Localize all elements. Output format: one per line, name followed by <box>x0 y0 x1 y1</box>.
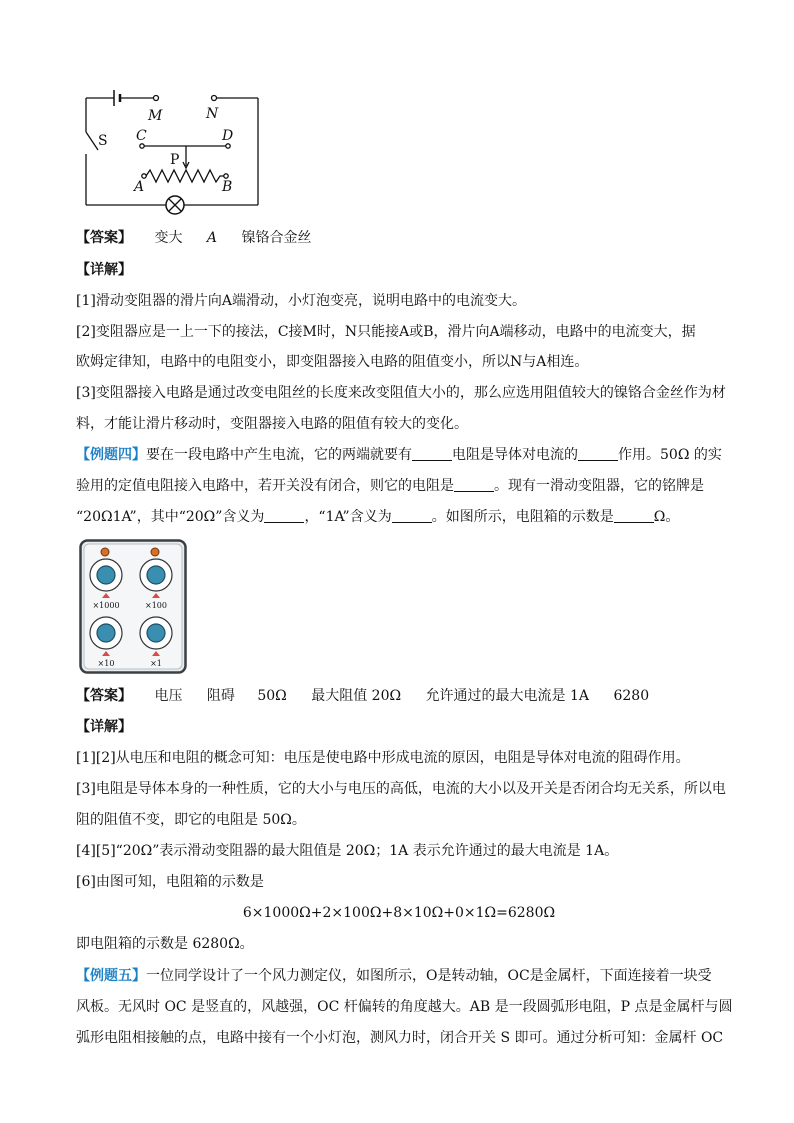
answer-2-item: 6280 <box>613 688 650 704</box>
answer-2-item: 50Ω <box>257 688 287 704</box>
label-N: N <box>206 106 219 122</box>
answer-1-item-1: 变大 <box>154 230 183 246</box>
example-5-line-1 <box>76 966 722 986</box>
example-5-text: 一位同学设计了一个风力测定仪，如图所示，O是转动轴，OC是金属杆，下面连接着一块受 <box>146 968 712 984</box>
label-C: C <box>136 128 147 144</box>
example-4-line-1 <box>76 445 722 465</box>
example-4-text: “20Ω1A”，其中“20Ω”含义为 <box>76 509 265 525</box>
answer-1-item-2: A <box>206 230 218 246</box>
answer-1-item-3: 镍铬合金丝 <box>241 230 312 246</box>
example-4-line-3 <box>76 507 722 527</box>
blank-6[interactable] <box>614 508 654 523</box>
example-5-line-2: 风板。无风时 OC 是竖直的，风越强，OC 杆偏转的角度越大。AB 是一段圆弧形电阻，P 点是金属杆与圆 <box>76 999 733 1015</box>
detail-1-p2b: 欧姆定律知，电路中的电阻变小，即变阻器接入电路的阻值变小，所以N与A相连。 <box>76 354 589 370</box>
detail-2-formula: 6×1000Ω+2×100Ω+8×10Ω+0×1Ω=6280Ω <box>242 905 556 921</box>
detail-1-title: 【详解】 <box>76 262 132 278</box>
blank-4[interactable] <box>264 508 304 523</box>
example-4-text: 。如图所示，电阻箱的示数是 <box>431 509 614 525</box>
detail-1-p2a: [2]变阻器应是一上一下的接法，C接M时，N只能接A或B，滑片向A端移动，电路中的电流变大，据 <box>76 324 696 340</box>
example-5-line-3: 弧形电阻相接触的点，电路中接有一个小灯泡，测风力时，闭合开关 S 即可。通过分析可知：金属杆 OC <box>76 1030 724 1046</box>
dial-multiplier-label: ×10 <box>97 659 115 668</box>
example-4-text: 验用的定值电阻接入电路中，若开关没有闭合，则它的电阻是 <box>76 478 454 494</box>
label-S: S <box>98 133 108 149</box>
detail-1-p3a: [3]变阻器接入电路是通过改变电阻丝的长度来改变阻值大小的，那么应选用阻值较大的镍铬合金丝作为材 <box>76 385 726 401</box>
detail-1-p3b: 料，才能让滑片移动时，变阻器接入电路的阻值有较大的变化。 <box>76 416 468 432</box>
example-4-text: 电阻是导体对电流的 <box>452 447 578 463</box>
detail-2-p2b: 阻的阻值不变，即它的电阻是 50Ω。 <box>76 812 306 828</box>
blank-3[interactable] <box>454 477 494 492</box>
detail-2-p4: [6]由图可知，电阻箱的示数是 <box>76 874 264 890</box>
example-4-text: 作用。50Ω 的实 <box>618 447 722 463</box>
detail-2-p3: [4][5]“20Ω”表示滑动变阻器的最大阻值是 20Ω；1A 表示允许通过的最大电流是 1A。 <box>76 843 619 859</box>
blank-1[interactable] <box>412 446 452 461</box>
dial-multiplier-label: ×1000 <box>92 601 120 610</box>
detail-2-p2a: [3]电阻是导体本身的一种性质，它的大小与电压的高低，电流的大小以及开关是否闭合均无关系，所以电 <box>76 781 726 797</box>
answer-1 <box>76 228 722 248</box>
detail-1-p1: [1]滑动变阻器的滑片向A端滑动，小灯泡变亮，说明电路中的电流变大。 <box>76 293 526 309</box>
answer-2-item: 阻碍 <box>206 688 235 704</box>
dial-multiplier-label: ×1 <box>150 659 162 668</box>
example-4-line-2 <box>76 476 722 496</box>
label-M: M <box>148 108 163 124</box>
answer-2-item: 电压 <box>154 688 183 704</box>
example-4-tag: 【例题四】 <box>76 447 146 463</box>
label-D: D <box>222 128 234 144</box>
example-4-text: 。现有一滑动变阻器，它的铭牌是 <box>494 478 704 494</box>
label-P: P <box>170 152 180 168</box>
example-4-text: Ω。 <box>653 509 680 525</box>
circuit-diagram <box>80 88 270 223</box>
example-5-tag: 【例题五】 <box>76 968 146 984</box>
resistance-box-image <box>79 539 187 674</box>
example-4-text: 要在一段电路中产生电流，它的两端就要有 <box>146 447 412 463</box>
dial-multiplier-label: ×100 <box>145 601 167 610</box>
answer-2 <box>76 686 722 706</box>
label-A: A <box>134 179 145 195</box>
detail-2-p5: 即电阻箱的示数是 6280Ω。 <box>76 936 254 952</box>
blank-2[interactable] <box>578 446 618 461</box>
blank-5[interactable] <box>392 508 432 523</box>
label-B: B <box>222 179 233 195</box>
answer-2-item: 允许通过的最大电流是 1A <box>425 688 590 704</box>
answer-2-item: 最大阻值 20Ω <box>311 688 402 704</box>
detail-2-p1: [1][2]从电压和电阻的概念可知：电压是使电路中形成电流的原因，电阻是导体对电流的阻碍作用。 <box>76 750 690 766</box>
answer-key: 【答案】 <box>76 230 132 246</box>
answer-key: 【答案】 <box>76 688 132 704</box>
example-4-text: ，“1A”含义为 <box>304 509 392 525</box>
detail-2-title: 【详解】 <box>76 719 132 735</box>
